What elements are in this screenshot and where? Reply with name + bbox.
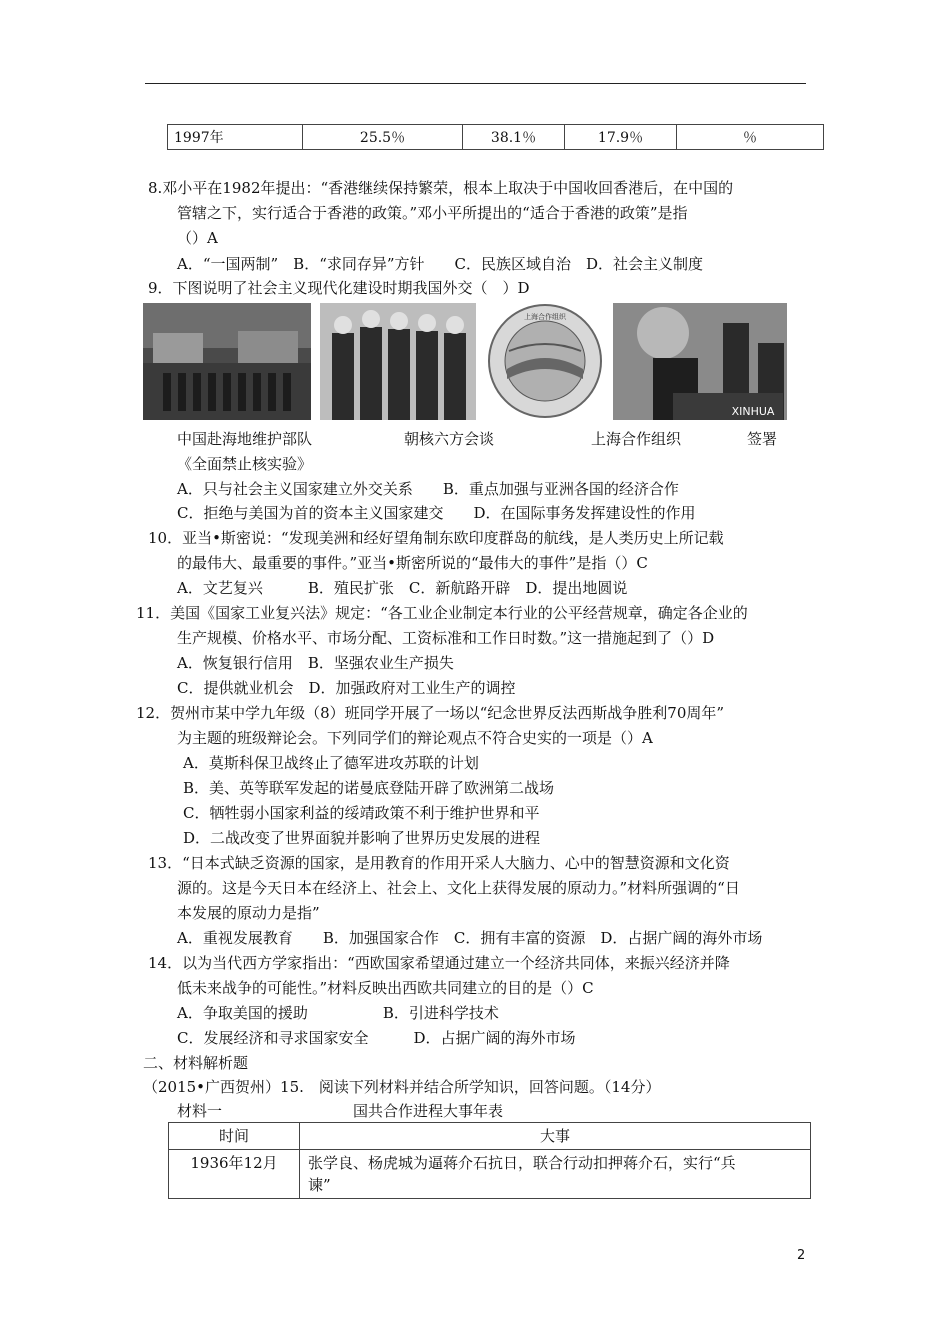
xinhua-watermark: XINHUA	[731, 405, 775, 418]
photo-six-party-talks	[320, 303, 476, 420]
data-table-1997	[167, 124, 824, 150]
header-rule	[145, 83, 806, 84]
question-11-line: 11．美国《国家工业复兴法》规定：“各工业企业制定本行业的公平经营规章，确定各企业的	[136, 604, 748, 622]
table-cell-time: 1936年12月	[169, 1150, 300, 1199]
question-11-options: A．恢复银行信用 B．坚强农业生产损失	[177, 654, 454, 672]
table-cell: ％	[677, 125, 824, 150]
sco-logo-text: 上海合作组织	[524, 313, 566, 321]
question-12-line: 12．贺州市某中学九年级（8）班同学开展了一场以“纪念世界反法西斯战争胜利70周年”	[136, 704, 725, 722]
question-14-options: A．争取美国的援助 B．引进科学技术	[177, 1004, 499, 1022]
question-8-line: 8.邓小平在1982年提出：“香港继续保持繁荣，根本上取决于中国收回香港后，在中国的	[148, 179, 734, 197]
material-label: 材料一	[177, 1102, 223, 1120]
column-header-event: 大事	[300, 1123, 811, 1150]
question-10-options: A．文艺复兴 B．殖民扩张 C．新航路开辟 D．提出地圆说	[177, 579, 628, 597]
question-14-line: 14．以为当代西方学家指出：“西欧国家希望通过建立一个经济共同体，来振兴经济并降	[148, 954, 730, 972]
photo-caption: 中国赴海地维护部队	[177, 430, 313, 448]
table-cell-event	[300, 1150, 811, 1199]
table-row	[169, 1150, 811, 1199]
photo-caption: 签署	[747, 430, 778, 448]
question-10-line: 10．亚当•斯密说：“发现美洲和经好望角制东欧印度群岛的航线，是人类历史上所记载	[148, 529, 724, 547]
photo-caption: 上海合作组织	[591, 430, 682, 448]
question-8-line: （）A	[177, 229, 218, 247]
section-heading: 二、材料解析题	[143, 1054, 249, 1072]
material-title: 国共合作进程大事年表	[353, 1102, 504, 1120]
event-text-line: 谏”	[308, 1176, 331, 1194]
photo-ctbt-signing	[613, 303, 787, 420]
photo-caption: 《全面禁止核实验》	[177, 455, 313, 473]
question-10-line: 的最伟大、最重要的事件。”亚当•斯密所说的“最伟大的事件”是指（）C	[177, 554, 648, 572]
table-header-row	[169, 1123, 811, 1150]
question-13-line: 13．“日本式缺乏资源的国家，是用教育的作用开采人大脑力、心中的智慧资源和文化资	[148, 854, 730, 872]
question-8-options: A．“一国两制” B．“求同存异”方针 C．民族区域自治 D．社会主义制度	[177, 255, 704, 273]
question-12-line: 为主题的班级辩论会。下列同学们的辩论观点不符合史实的一项是（）A	[177, 729, 653, 747]
table-row	[168, 125, 824, 150]
question-13-options: A．重视发展教育 B．加强国家合作 C．拥有丰富的资源 D．占据广阔的海外市场	[177, 929, 763, 947]
photo-haiti-peacekeepers	[143, 303, 311, 420]
question-9-options: C．拒绝与美国为首的资本主义国家建交 D．在国际事务发挥建设性的作用	[177, 504, 696, 522]
question-12-option: D．二战改变了世界面貌并影响了世界历史发展的进程	[183, 829, 541, 847]
photo-caption: 朝核六方会谈	[404, 430, 495, 448]
question-14-options: C．发展经济和寻求国家安全 D．占据广阔的海外市场	[177, 1029, 576, 1047]
table-cell: 1997年	[168, 125, 303, 150]
page-number: 2	[797, 1248, 806, 1263]
question-8-line: 管辖之下，实行适合于香港的政策。”邓小平所提出的“适合于香港的政策”是指	[177, 204, 688, 222]
question-11-options: C．提供就业机会 D．加强政府对工业生产的调控	[177, 679, 516, 697]
question-9-stem: 9．下图说明了社会主义现代化建设时期我国外交（ ）D	[148, 279, 530, 297]
question-9-options: A．只与社会主义国家建立外交关系 B．重点加强与亚洲各国的经济合作	[177, 480, 679, 498]
question-12-option: C．牺牲弱小国家利益的绥靖政策不利于维护世界和平	[183, 804, 540, 822]
table-cell: 38.1％	[463, 125, 565, 150]
question-12-option: B．美、英等联军发起的诺曼底登陆开辟了欧洲第二战场	[183, 779, 555, 797]
table-cell: 17.9％	[565, 125, 677, 150]
question-12-option: A．莫斯科保卫战终止了德军进攻苏联的计划	[183, 754, 479, 772]
question-13-line: 本发展的原动力是指”	[177, 904, 320, 922]
table-cell: 25.5％	[303, 125, 463, 150]
timeline-table	[168, 1122, 811, 1199]
sco-logo	[485, 303, 605, 420]
question-14-line: 低未来战争的可能性。”材料反映出西欧共同建立的目的是（）C	[177, 979, 594, 997]
event-text-line: 张学良、杨虎城为逼蒋介石抗日，联合行动扣押蒋介石，实行“兵	[308, 1154, 736, 1172]
question-13-line: 源的。这是今天日本在经济上、社会上、文化上获得发展的原动力。”材料所强调的“日	[177, 879, 740, 897]
column-header-time: 时间	[169, 1123, 300, 1150]
question-11-line: 生产规模、价格水平、市场分配、工资标准和工作日时数。”这一措施起到了（）D	[177, 629, 715, 647]
question-15-stem: （2015•广西贺州）15. 阅读下列材料并结合所学知识，回答问题。（14分）	[143, 1078, 661, 1096]
